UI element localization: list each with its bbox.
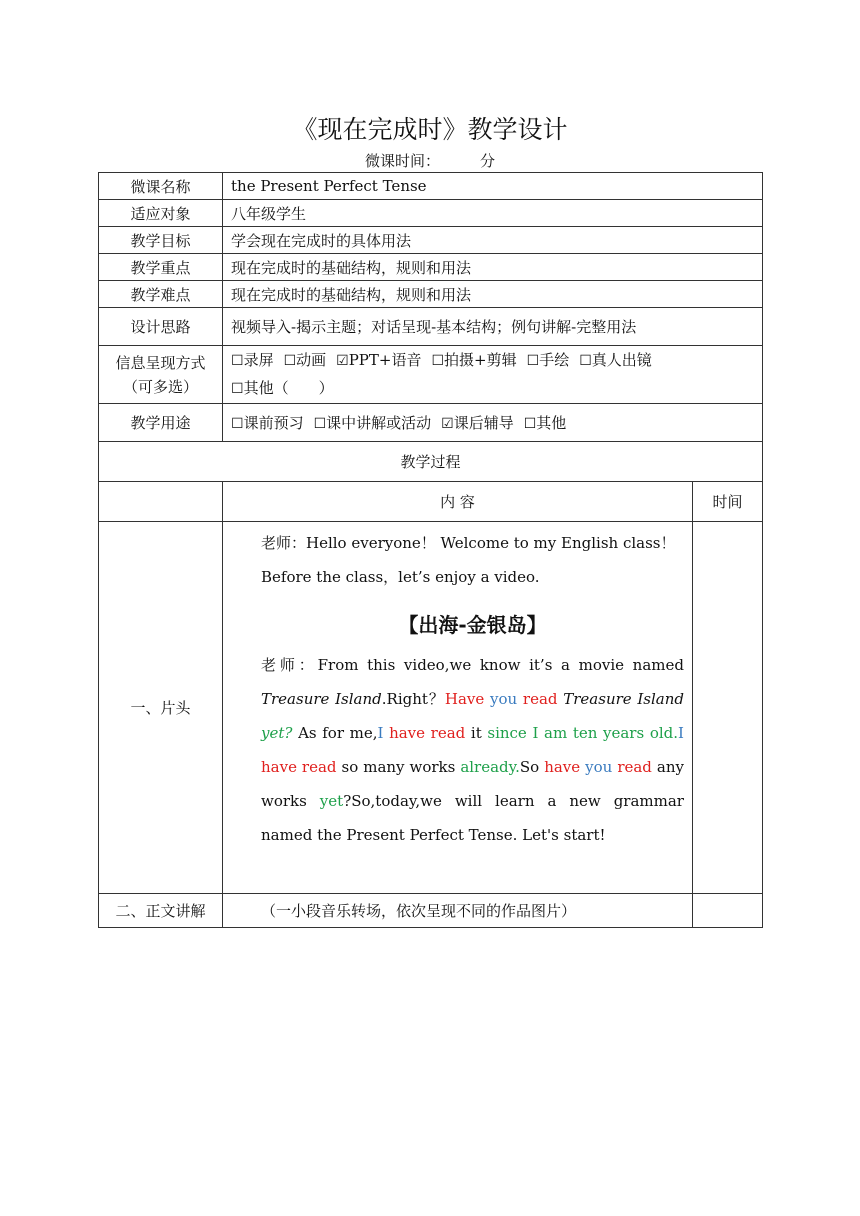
checkbox-icon: ☐ [526,352,540,369]
checkbox-icon: ☐ [231,416,244,432]
label-goal: 教学目标 [99,227,223,254]
option-in-class[interactable]: ☐课中讲解或活动 [313,414,432,432]
lesson-design-table [98,172,763,928]
row-goal [99,227,763,254]
teacher-explanation: 老师：From this video,we know it’s a movie named Treasure Island.Right？Have you read Treasure Island yet? As for me,I have read it since I am ten years old.I have read so many works already.So have you read any works yet?So,today,we will learn a new grammar named the Present Perfect Tense. Let's start! [261,656,685,844]
option-usage-other[interactable]: ☐其他 [523,414,567,432]
option-real-person[interactable]: ☐真人出镜 [579,350,652,369]
label-course-name: 微课名称 [99,173,223,200]
label-presentation-line1: 信息呈现方式 [115,353,206,372]
value-course-name: the Present Perfect Tense [223,173,763,200]
time-label: 微课时间： [364,152,440,170]
time-unit: 分 [480,152,496,170]
label-key-point: 教学重点 [99,254,223,281]
value-design: 视频导入-揭示主题；对话呈现-基本结构；例句讲解-完整用法 [223,308,763,346]
label-presentation-line2: （可多选） [122,377,198,396]
row-process-header [99,442,763,482]
option-hand-drawing[interactable]: ☐手绘 [526,350,570,369]
checkbox-icon: ☐ [313,416,327,432]
option-after-class[interactable]: ☑课后辅导 [441,414,514,432]
checkbox-icon: ☐ [231,380,244,397]
column-content: 内 容 [223,482,693,522]
checkbox-checked-icon: ☑ [336,352,349,369]
checkbox-icon: ☐ [431,352,445,369]
teacher-greeting-2: Before the class，let’s enjoy a video. [261,568,540,586]
checkbox-icon: ☐ [523,416,537,432]
label-design: 设计思路 [99,308,223,346]
row-design [99,308,763,346]
label-section-intro: 一、片头 [99,522,223,894]
row-target [99,200,763,227]
time-section-main [693,894,763,928]
row-presentation [99,346,763,404]
checkbox-icon: ☐ [283,352,297,369]
checkbox-icon: ☐ [579,352,592,369]
value-target: 八年级学生 [223,200,763,227]
video-title: 【出海-金银岛】 [398,613,547,637]
checkbox-checked-icon: ☑ [441,416,454,432]
label-presentation [99,346,223,404]
document-title: 《现在完成时》教学设计 [292,115,568,144]
label-target: 适应对象 [99,200,223,227]
row-usage [99,404,763,442]
label-section-main: 二、正文讲解 [99,894,223,928]
row-section-main [99,894,763,928]
row-process-columns [99,482,763,522]
label-difficulty: 教学难点 [99,281,223,308]
teacher-greeting: 老师：Hello everyone！ Welcome to my English class！ [261,534,676,552]
process-header: 教学过程 [99,442,763,482]
checkbox-icon: ☐ [231,352,244,369]
column-step [99,482,223,522]
value-key-point: 现在完成时的基础结构，规则和用法 [223,254,763,281]
usage-options [223,404,763,442]
option-ppt-voice[interactable]: ☑PPT+语音 [336,350,422,369]
option-other[interactable]: ☐其他（ ） [231,378,334,397]
column-time: 时间 [693,482,763,522]
label-usage: 教学用途 [99,404,223,442]
lesson-time [0,150,860,171]
option-animation[interactable]: ☐动画 [283,350,327,369]
option-film-edit[interactable]: ☐拍摄+剪辑 [431,350,517,369]
row-key-point [99,254,763,281]
content-section-intro [223,522,693,894]
time-section-intro [693,522,763,894]
row-section-intro [99,522,763,894]
option-screen-record[interactable]: ☐录屏 [231,350,274,369]
row-difficulty [99,281,763,308]
value-difficulty: 现在完成时的基础结构，规则和用法 [223,281,763,308]
value-goal: 学会现在完成时的具体用法 [223,227,763,254]
option-preview[interactable]: ☐课前预习 [231,414,304,432]
content-section-main: （一小段音乐转场，依次呈现不同的作品图片） [223,894,693,928]
presentation-options [223,346,763,404]
row-course-name [99,173,763,200]
